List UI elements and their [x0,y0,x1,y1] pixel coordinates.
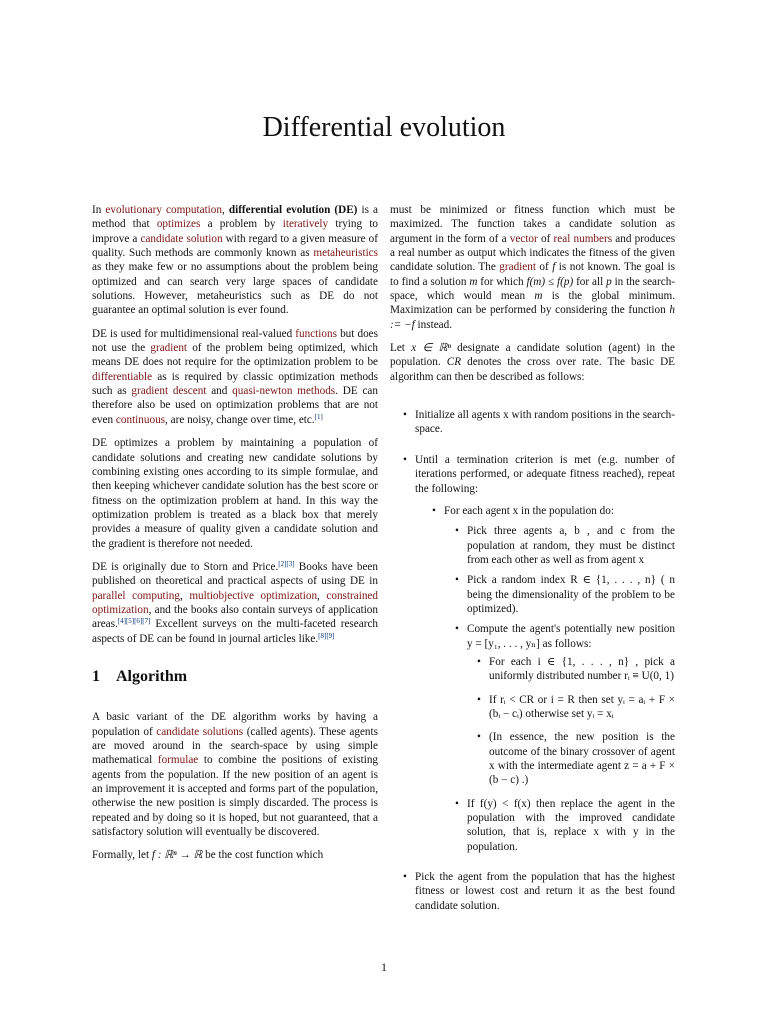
citation-4-7[interactable]: [4][5][6][7] [117,617,151,626]
step-for-each-i: For each i ∈ {1, . . . , n} , pick a uniformly distributed number rᵢ ≡ U(0, 1) [489,655,675,683]
text: as is required by classic optimization methods such as [92,370,378,398]
section-title: Algorithm [116,667,188,685]
text: , [221,204,225,216]
math-cr: CR [446,356,462,369]
link-real-numbers[interactable]: real numbers [553,232,613,245]
list-item [467,797,675,854]
right-column [390,203,675,929]
link-evolutionary-computation[interactable]: evolutionary computation [105,204,222,216]
text: Formally, let [92,849,150,862]
text: and [211,385,228,398]
step-if-f: If f(y) < f(x) then replace the agent in the population with the improved candidate solution, that is, replace x with y in the population. [467,797,675,853]
link-metaheuristics[interactable]: metaheuristics [313,247,378,260]
link-vector[interactable]: vector [509,232,538,245]
link-optimizes[interactable]: optimizes [156,218,201,231]
text: , [179,589,183,602]
math-m: m [469,275,478,288]
math-x-in-rn: x ∈ ℝⁿ [411,342,451,355]
list-item [415,870,675,913]
step-pick-index: Pick a random index R ∈ {1, . . . , n} ( n being the dimensionality of the problem to be optimized). [467,574,675,615]
text: instead. [417,318,453,331]
text: A basic variant of the DE algorithm works by having a population of [92,711,378,738]
text: of [540,232,551,245]
link-constrained-optimization[interactable]: constrained optimization [92,589,378,616]
section-heading-algorithm [92,667,378,685]
list-item [444,504,675,854]
text: of [539,261,549,274]
compute-steps [467,655,675,788]
math-m-2: m [534,290,543,303]
math-f: f [552,261,556,274]
link-iteratively[interactable]: iteratively [282,218,329,231]
link-candidate-solution[interactable]: candidate solution [140,232,223,245]
text: is the global minimum. Maximization can be performed by considering the function [390,290,676,317]
list-item [489,730,675,787]
text: , are noisy, change over time, etc. [165,413,315,426]
text: with regard to a given measure of quality. Such methods are commonly known as [92,232,378,260]
step-if-ri: If rᵢ < CR or i = R then set yᵢ = aᵢ + F × (bᵢ − cᵢ) otherwise set yᵢ = xᵢ [489,693,675,720]
step-until: Until a termination criterion is met (e.g. number of iterations performed, or adequate fitness reached), repeat the following: [415,453,675,495]
link-gradient-descent[interactable]: gradient descent [131,385,207,398]
text: of the problem being optimized, which means DE does not require for the optimization problem to be [92,342,379,369]
text: (called agents). These agents are moved around in the search-space by using simple mathematical [92,725,378,767]
text: . DE can therefore also be used on optimization problems that are not even [92,385,378,426]
text: in the search-space, which would mean [390,275,676,303]
text: , [317,589,320,602]
step-essence: (In essence, the new position is the outcome of the binary crossover of agent x with the intermediate agent z = a + F × (b − c) .) [489,731,675,787]
intro-paragraph-3: DE optimizes a problem by maintaining a population of candidate solutions and creating new candidate solutions by combining existing ones according to its simple formulae, and then keeping whichever candidate solution has the best score or fitness on the optimization problem at hand. In this way the optimization problem is treated as a black box that merely provides a measure of quality given a candidate solution and the gradient is therefore not needed. [92,437,378,550]
algorithm-paragraph-2-cont [390,203,675,332]
math-h: h := −f [390,304,675,331]
text: be the cost function which [205,849,324,862]
step-pick-three: Pick three agents a, b , and c from the population at random, they must be distinct from each other as well as from agent x [467,525,675,566]
text: , and the books also contain surveys of application areas. [92,603,378,631]
citation-2-3[interactable]: [2][3] [278,559,295,568]
algorithm-paragraph-3 [390,341,675,384]
intro-paragraph-4 [92,560,378,646]
text: is a method that [92,204,379,231]
text: for all [576,275,604,288]
link-formulae[interactable]: formulae [157,754,199,767]
text: but does not use the [92,327,378,355]
text: a problem by [207,218,276,231]
link-gradient-2[interactable]: gradient [499,261,536,274]
algorithm-paragraph-1 [92,710,378,839]
text: Books have been published on theoretical and practical aspects of using DE in [92,560,378,588]
term-differential-evolution: differential evolution (DE) [228,204,358,216]
list-item [467,524,675,567]
text: Excellent surveys on the multi-faceted research aspects of DE can be found in journal articles like. [92,618,378,645]
math-inequality: f(m) ≤ f(p) [526,275,574,288]
citation-1[interactable]: [1] [314,412,323,421]
step-for-each-agent: For each agent x in the population do: [444,504,614,517]
text: trying to improve a [92,218,379,245]
step-compute: Compute the agent's potentially new position y = [y₁, . . . , yₙ] as follows: [467,623,675,650]
link-parallel-computing[interactable]: parallel computing [92,589,180,602]
text: to combine the positions of existing agents from the population. If the new position of an agent is an improvement it is accepted and forms part of the population, otherwise the new position is simply discarded. The process is repeated and by doing so it is hoped, but not guaranteed, that a satisfactory solution will eventually be discovered. [92,754,379,839]
step-final: Pick the agent from the population that has the highest fitness or lowest cost and return it as the best found candidate solution. [415,871,675,912]
text: must be minimized or fitness function which must be maximized. The function takes a candidate solution as argument in the form of a [390,204,675,245]
link-quasi-newton-methods[interactable]: quasi-newton methods [232,385,336,398]
intro-paragraph-1 [92,203,378,318]
algorithm-paragraph-2-start [92,848,378,862]
link-continuous[interactable]: continuous [115,413,166,426]
link-gradient[interactable]: gradient [150,342,188,355]
algorithm-steps [390,408,675,913]
list-item [489,693,675,722]
math-p: p [606,275,612,288]
text: for which [480,275,524,288]
text: and produces a real number as output which indicates the fitness of the given candidate solution. The [390,232,676,274]
text: denotes the cross over rate. The basic DE algorithm can then be described as follows: [390,356,675,383]
page-title: Differential evolution [262,112,506,143]
link-functions[interactable]: functions [295,327,337,340]
section-number: 1 [92,667,100,685]
list-item [489,655,675,684]
agent-steps [444,524,675,854]
text: is not known. The goal is to find a solution [390,261,676,288]
page-number: 1 [381,960,387,974]
link-candidate-solutions[interactable]: candidate solutions [156,725,244,738]
text: designate a candidate solution (agent) in the population. [390,342,675,369]
list-item [467,622,675,787]
citation-8-9[interactable]: [8][9] [318,631,335,640]
link-multiobjective-optimization[interactable]: multiobjective optimization [189,589,318,602]
text: as they make few or no assumptions about the problem being optimized and can search very large spaces of candidate solutions. However, metaheuristics such as DE do not guarantee an optimal solution is ever found. [92,261,378,317]
text: DE is originally due to Storn and Price. [92,560,279,573]
step-initialize: Initialize all agents x with random positions in the search-space. [415,409,675,436]
left-column [92,203,378,872]
text: DE is used for multidimensional real-valued [92,327,293,340]
math-cost-function: f : ℝⁿ → ℝ [151,849,203,862]
list-item [415,453,675,854]
intro-paragraph-2 [92,327,378,427]
list-item [467,573,675,616]
list-item [415,408,675,437]
text: Let [390,342,405,355]
text: In [92,204,102,216]
loop-steps [415,504,675,854]
link-differentiable[interactable]: differentiable [92,370,153,383]
